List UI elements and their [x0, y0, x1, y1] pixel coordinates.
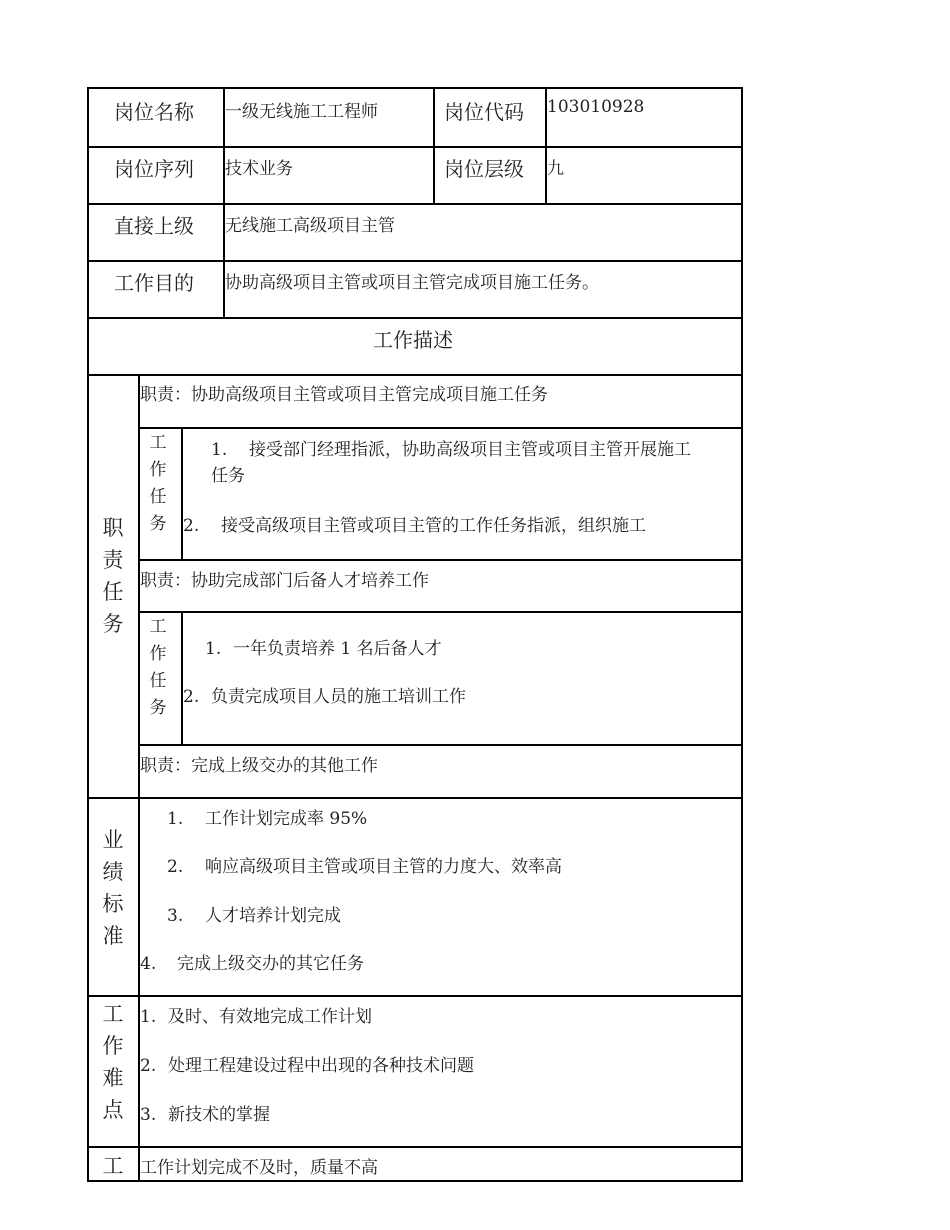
description-title: 工作描述 — [373, 328, 453, 352]
position-code-label: 岗位代码 — [444, 100, 524, 124]
position-name-label: 岗位名称 — [114, 100, 194, 124]
purpose-label: 工作目的 — [114, 271, 194, 295]
purpose-value: 协助高级项目主管或项目主管完成项目施工任务。 — [225, 273, 599, 293]
duty-1: 职责：协助高级项目主管或项目主管完成项目施工任务 — [140, 385, 548, 405]
performance-section-label: 业 绩 标 准 — [102, 828, 124, 948]
duty-1-task-2: 2. 接受高级项目主管或项目主管的工作任务指派，组织施工 — [183, 516, 646, 536]
superior-value: 无线施工高级项目主管 — [225, 216, 395, 236]
task-label-2: 工 作 任 务 — [149, 617, 167, 718]
next-section-text: 工作计划完成不及时，质量不高 — [140, 1158, 378, 1178]
position-level-value: 九 — [547, 159, 564, 179]
task-label-1: 工 作 任 务 — [149, 433, 167, 534]
superior-label: 直接上级 — [114, 214, 194, 238]
duty-2-task-1: 1. 一年负责培养 1 名后备人才 — [205, 639, 442, 659]
position-sequence-value: 技术业务 — [225, 159, 293, 179]
performance-item-2: 2. 响应高级项目主管或项目主管的力度大、效率高 — [167, 857, 562, 877]
difficulty-item-1: 1. 及时、有效地完成工作计划 — [140, 1007, 372, 1027]
duty-1-task-1: 1. 接受部门经理指派，协助高级项目主管或项目主管开展施工 — [211, 440, 691, 460]
difficulty-item-3: 3. 新技术的掌握 — [140, 1105, 270, 1125]
duty-3: 职责：完成上级交办的其他工作 — [140, 756, 378, 776]
next-section-label: 工 — [102, 1154, 124, 1178]
position-level-label: 岗位层级 — [444, 157, 524, 181]
duty-1-task-1-cont: 任务 — [211, 466, 245, 486]
performance-item-1: 1. 工作计划完成率 95% — [167, 809, 368, 829]
performance-item-4: 4. 完成上级交办的其它任务 — [140, 954, 364, 974]
duty-2-task-2: 2. 负责完成项目人员的施工培训工作 — [183, 687, 466, 707]
difficulty-item-2: 2. 处理工程建设过程中出现的各种技术问题 — [140, 1056, 474, 1076]
duties-section-label: 职 责 任 务 — [102, 516, 124, 636]
difficulties-section-label: 工 作 难 点 — [102, 1002, 124, 1122]
duty-2: 职责：协助完成部门后备人才培养工作 — [140, 571, 429, 591]
position-code-value: 103010928 — [547, 97, 645, 117]
position-name-value: 一级无线施工工程师 — [225, 102, 378, 122]
performance-item-3: 3. 人才培养计划完成 — [167, 906, 341, 926]
position-sequence-label: 岗位序列 — [114, 157, 194, 181]
